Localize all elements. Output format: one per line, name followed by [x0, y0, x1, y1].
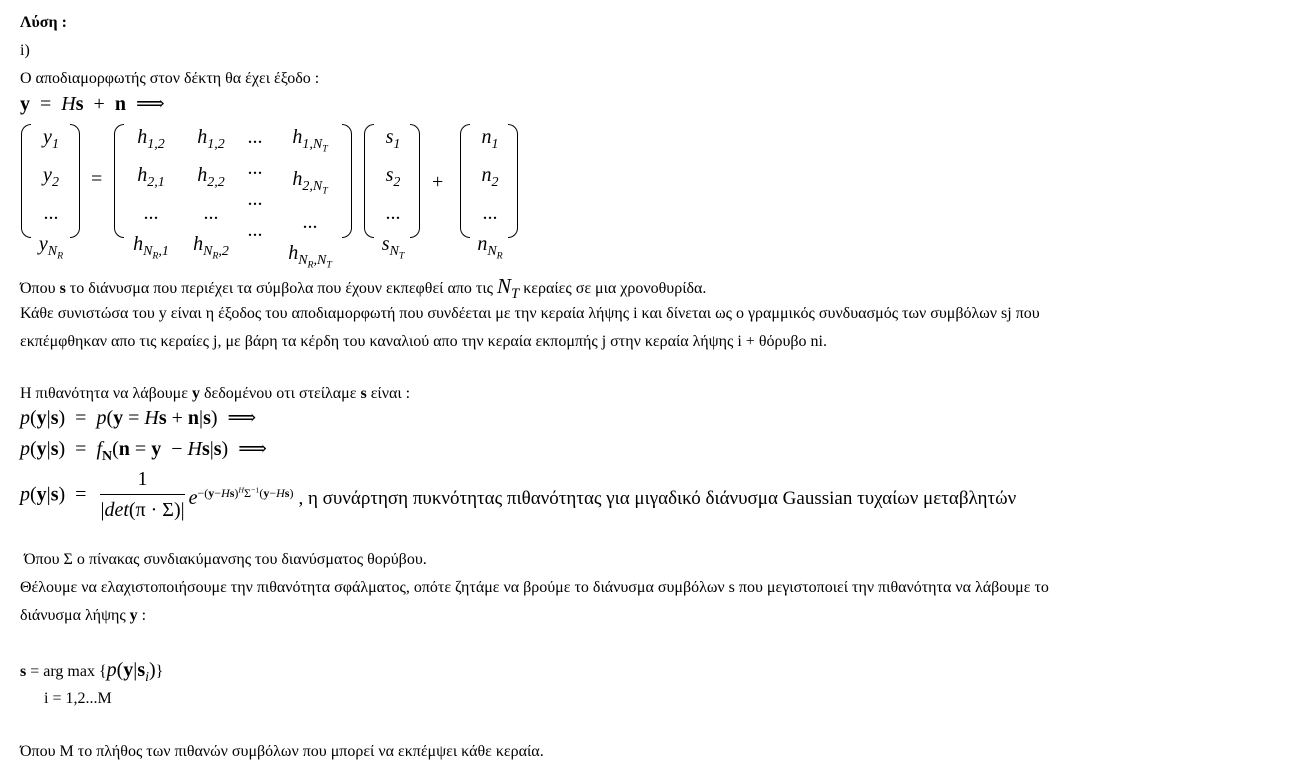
plus-sign: + [432, 171, 444, 193]
paragraph-minimize: Θέλουμε να ελαχιστοποιήσουμε την πιθανότητα σφάλματος, οπότε ζητάμε να βρούμε το διάνυσμα συμβόλων s που μεγιστοποιεί την πιθανότητα να λάβουμε το [20, 579, 1049, 596]
likelihood-equation-3: p(y|s) = $\frac{1}{|\det(\pi \cdot \Sigma)|}$ $e^{-(y-Hs)^H\Sigma^{-1}(y-Hs)}$ , η συνάρτηση πυκνότητας πιθανότητας για μιγαδικό διάνυσμα Gaussian τυχαίων μεταβλητών [20, 468, 1017, 521]
y-vector: $y_1$ $y_2$ ... $y_{N_R}$ [38, 126, 64, 262]
likelihood-equation-1: p(y|s) = p(y = Hs + n|s) ⟹ [20, 407, 257, 429]
paragraph-symbols-count: Όπου M το πλήθος των πιθανών συμβόλων που μπορεί να εκπέμψει κάθε κεραία. [20, 743, 544, 760]
fraction-denominator: |det(π · Σ)| [100, 499, 185, 521]
argmax-equation: s = arg $\max \{p(y|s_i)\}$ [20, 659, 164, 685]
s-vector: $s_1$ $s_2$ ... $s_{N_T}$ [381, 126, 405, 262]
paragraph-probability: Η πιθανότητα να λάβουμε y δεδομένου οτι στείλαμε s είναι : [20, 385, 411, 402]
fraction-numerator: 1 [100, 466, 184, 495]
solution-heading: Λύση : [20, 14, 67, 31]
gaussian-description: , η συνάρτηση πυκνότητας πιθανότητας για μιγαδικό διάνυσμα Gaussian τυχαίων μεταβλητών [298, 487, 1017, 509]
paragraph-s-definition: Όπου s το διάνυσμα που περιέχει τα σύμβολα που έχουν εκπεφθεί απο τις $N_T$ κεραίες σε μια χρονοθυρίδα. [20, 274, 707, 303]
paragraph-component-cont: εκπέμφθηκαν απο τις κεραίες j, με βάρη τα κέρδη του καναλιού απο την κεραία εκπομπής j στην κεραία λήψης i + θόρυβο ni. [20, 333, 827, 350]
model-equation: y = Hs + n ⟹ [20, 93, 165, 115]
paragraph-covariance: Όπου Σ ο πίνακας συνδιακύμανσης του διανύσματος θορύβου. [24, 551, 427, 568]
likelihood-equation-2: $p(y|s) = f_N(n = y - Hs|s)$ ⟹ [20, 438, 267, 464]
equals-sign: = [91, 168, 103, 190]
part-label: i) [20, 42, 30, 59]
argmax-range: i = 1,2...M [44, 690, 112, 707]
gaussian-fraction [100, 466, 184, 523]
n-vector: $n_1$ $n_2$ ... $n_{N_R}$ [477, 126, 503, 262]
paragraph-receive-vector: διάνυσμα λήψης y : [20, 607, 147, 624]
intro-text: Ο αποδιαμορφωτής στον δέκτη θα έχει έξοδο : [20, 70, 320, 87]
paragraph-component: Κάθε συνιστώσα του y είναι η έξοδος του αποδιαμορφωτή που συνδέεται με την κεραία λήψης i και δίνεται ως ο γραμμικός συνδυασμός των συμβόλων sj που [20, 305, 1040, 322]
